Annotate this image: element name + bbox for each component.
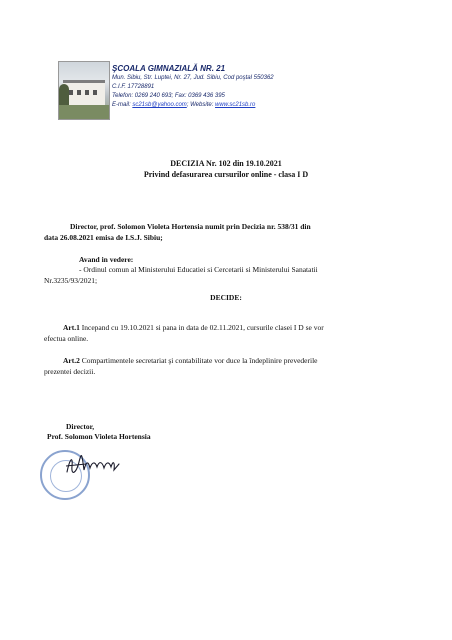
intro-line-1: Director, prof. Solomon Violeta Hortensia numit prin Decizia nr. 538/31 din (70, 222, 311, 231)
ordin-line-2: Nr.3235/93/2021; (44, 276, 98, 285)
email-label: E-mail: (112, 102, 133, 108)
signature-name: Prof. Solomon Violeta Hortensia (47, 432, 151, 441)
email-link[interactable]: sc21sb@yahoo.com (132, 102, 187, 108)
article-2-line-2: prezentei decizii. (44, 367, 96, 376)
avand-heading: Avand in vedere: (79, 255, 134, 264)
website-link[interactable]: www.sc21sb.ro (215, 102, 256, 108)
school-cif: C.I.F. 17728891 (112, 84, 155, 90)
signature-role: Director, (66, 422, 95, 431)
article-1-line-2: efectua online. (44, 334, 89, 343)
ordin-line-1: - Ordinul comun al Ministerului Educatiei si Cercetarii si Ministerului Sanatatii (79, 265, 318, 274)
intro-line-2: data 26.08.2021 emisa de I.S.J. Sibiu; (44, 233, 163, 242)
school-address: Mun. Sibiu, Str. Luptei, Nr. 27, Jud. Sibiu, Cod poştal 550362 (112, 75, 274, 81)
school-photo (58, 61, 110, 120)
article-2-text: Compartimentele secretariat şi contabilitate vor duce la îndeplinire prevederile (79, 356, 318, 365)
school-phone: Telefon: 0269 240 693; Fax: 0369 436 395 (112, 93, 225, 99)
website-label: ; Website: (186, 102, 216, 108)
handwritten-signature (64, 452, 124, 478)
school-contact (112, 102, 255, 108)
article-1-line-1 (63, 323, 324, 332)
article-1-label: Art.1 (63, 323, 80, 332)
article-2-line-1 (63, 356, 317, 365)
decide-heading: DECIDE: (210, 293, 242, 302)
article-2-label: Art.2 (63, 356, 80, 365)
school-name: ŞCOALA GIMNAZIALĂ NR. 21 (112, 64, 226, 73)
decision-title: DECIZIA Nr. 102 din 19.10.2021 (170, 159, 282, 168)
article-1-text: Incepand cu 19.10.2021 si pana in data de 02.11.2021, cursurile clasei I D se vor (79, 323, 324, 332)
decision-subtitle: Privind defasurarea cursurilor online - clasa I D (143, 170, 309, 179)
